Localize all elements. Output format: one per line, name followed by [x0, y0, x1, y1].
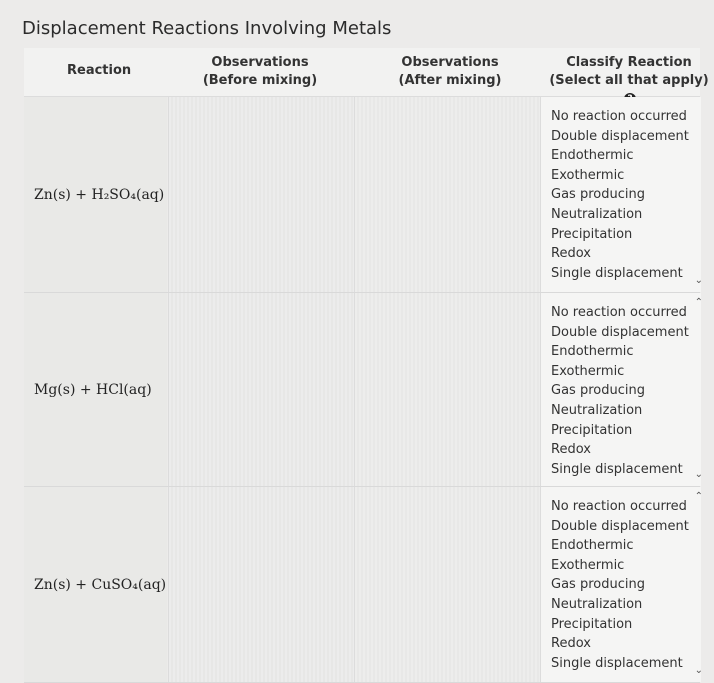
chevron-down-icon[interactable]: ⌄ — [694, 275, 703, 286]
table-row — [24, 487, 703, 683]
option-exothermic[interactable]: Exothermic — [551, 363, 625, 379]
option-gas-producing[interactable]: Gas producing — [551, 577, 645, 593]
option-precipitation[interactable]: Precipitation — [551, 226, 633, 242]
header-after-line1: Observations — [401, 55, 499, 70]
option-endothermic[interactable]: Endothermic — [551, 538, 634, 554]
chevron-down-icon[interactable]: ⌄ — [694, 469, 703, 480]
before-mixing-input[interactable] — [168, 293, 354, 486]
option-gas-producing[interactable]: Gas producing — [551, 383, 645, 399]
classify-listbox[interactable] — [540, 97, 701, 292]
option-exothermic[interactable]: Exothermic — [551, 557, 625, 573]
option-double-displacement[interactable]: Double displacement — [551, 128, 689, 144]
option-exothermic[interactable]: Exothermic — [551, 167, 625, 183]
after-mixing-input[interactable] — [354, 487, 540, 682]
page-title: Displacement Reactions Involving Metals — [22, 18, 392, 39]
chevron-up-icon[interactable]: ⌃ — [694, 491, 703, 502]
option-endothermic[interactable]: Endothermic — [551, 148, 634, 164]
chevron-up-icon[interactable]: ⌃ — [694, 297, 703, 308]
option-no-reaction[interactable]: No reaction occurred — [551, 109, 687, 124]
table-header — [24, 48, 709, 97]
reaction-cell — [24, 97, 167, 292]
classify-listbox[interactable] — [540, 487, 701, 682]
chevron-down-icon[interactable]: ⌄ — [694, 665, 703, 676]
before-mixing-input[interactable] — [168, 487, 354, 682]
classify-listbox[interactable] — [540, 293, 701, 486]
header-after-line2: (After mixing) — [398, 73, 502, 88]
option-redox[interactable]: Redox — [551, 442, 591, 458]
option-endothermic[interactable]: Endothermic — [551, 344, 634, 360]
header-before-line2: (Before mixing) — [202, 73, 318, 88]
header-before-mixing — [194, 54, 326, 90]
reaction-equation: Mg(s) + HCl(aq) — [34, 381, 152, 398]
header-classify-line1: Classify Reaction — [566, 55, 692, 70]
option-no-reaction[interactable]: No reaction occurred — [551, 305, 687, 320]
option-neutralization[interactable]: Neutralization — [551, 596, 643, 612]
reaction-equation: Zn(s) + CuSO₄(aq) — [34, 576, 167, 593]
before-mixing-input[interactable] — [168, 97, 354, 292]
option-precipitation[interactable]: Precipitation — [551, 422, 633, 438]
option-redox[interactable]: Redox — [551, 246, 591, 262]
option-precipitation[interactable]: Precipitation — [551, 616, 633, 632]
option-neutralization[interactable]: Neutralization — [551, 206, 643, 222]
reaction-cell — [24, 293, 167, 486]
table-row — [24, 293, 703, 487]
option-neutralization[interactable]: Neutralization — [551, 402, 643, 418]
after-mixing-input[interactable] — [354, 97, 540, 292]
reaction-equation: Zn(s) + H₂SO₄(aq) — [34, 186, 165, 203]
option-redox[interactable]: Redox — [551, 636, 591, 652]
option-no-reaction[interactable]: No reaction occurred — [551, 499, 687, 514]
header-after-mixing — [380, 54, 520, 90]
option-single-displacement[interactable]: Single displacement — [551, 655, 683, 671]
reaction-cell — [24, 487, 167, 682]
option-single-displacement[interactable]: Single displacement — [551, 461, 683, 477]
header-reaction: Reaction — [67, 63, 132, 78]
option-single-displacement[interactable]: Single displacement — [551, 265, 683, 281]
option-gas-producing[interactable]: Gas producing — [551, 187, 645, 203]
option-double-displacement[interactable]: Double displacement — [551, 324, 689, 340]
table-row — [24, 97, 703, 293]
after-mixing-input[interactable] — [354, 293, 540, 486]
header-classify-line2-text: (Select all that apply) — [549, 73, 709, 88]
option-double-displacement[interactable]: Double displacement — [551, 518, 689, 534]
header-before-line1: Observations — [211, 55, 309, 70]
